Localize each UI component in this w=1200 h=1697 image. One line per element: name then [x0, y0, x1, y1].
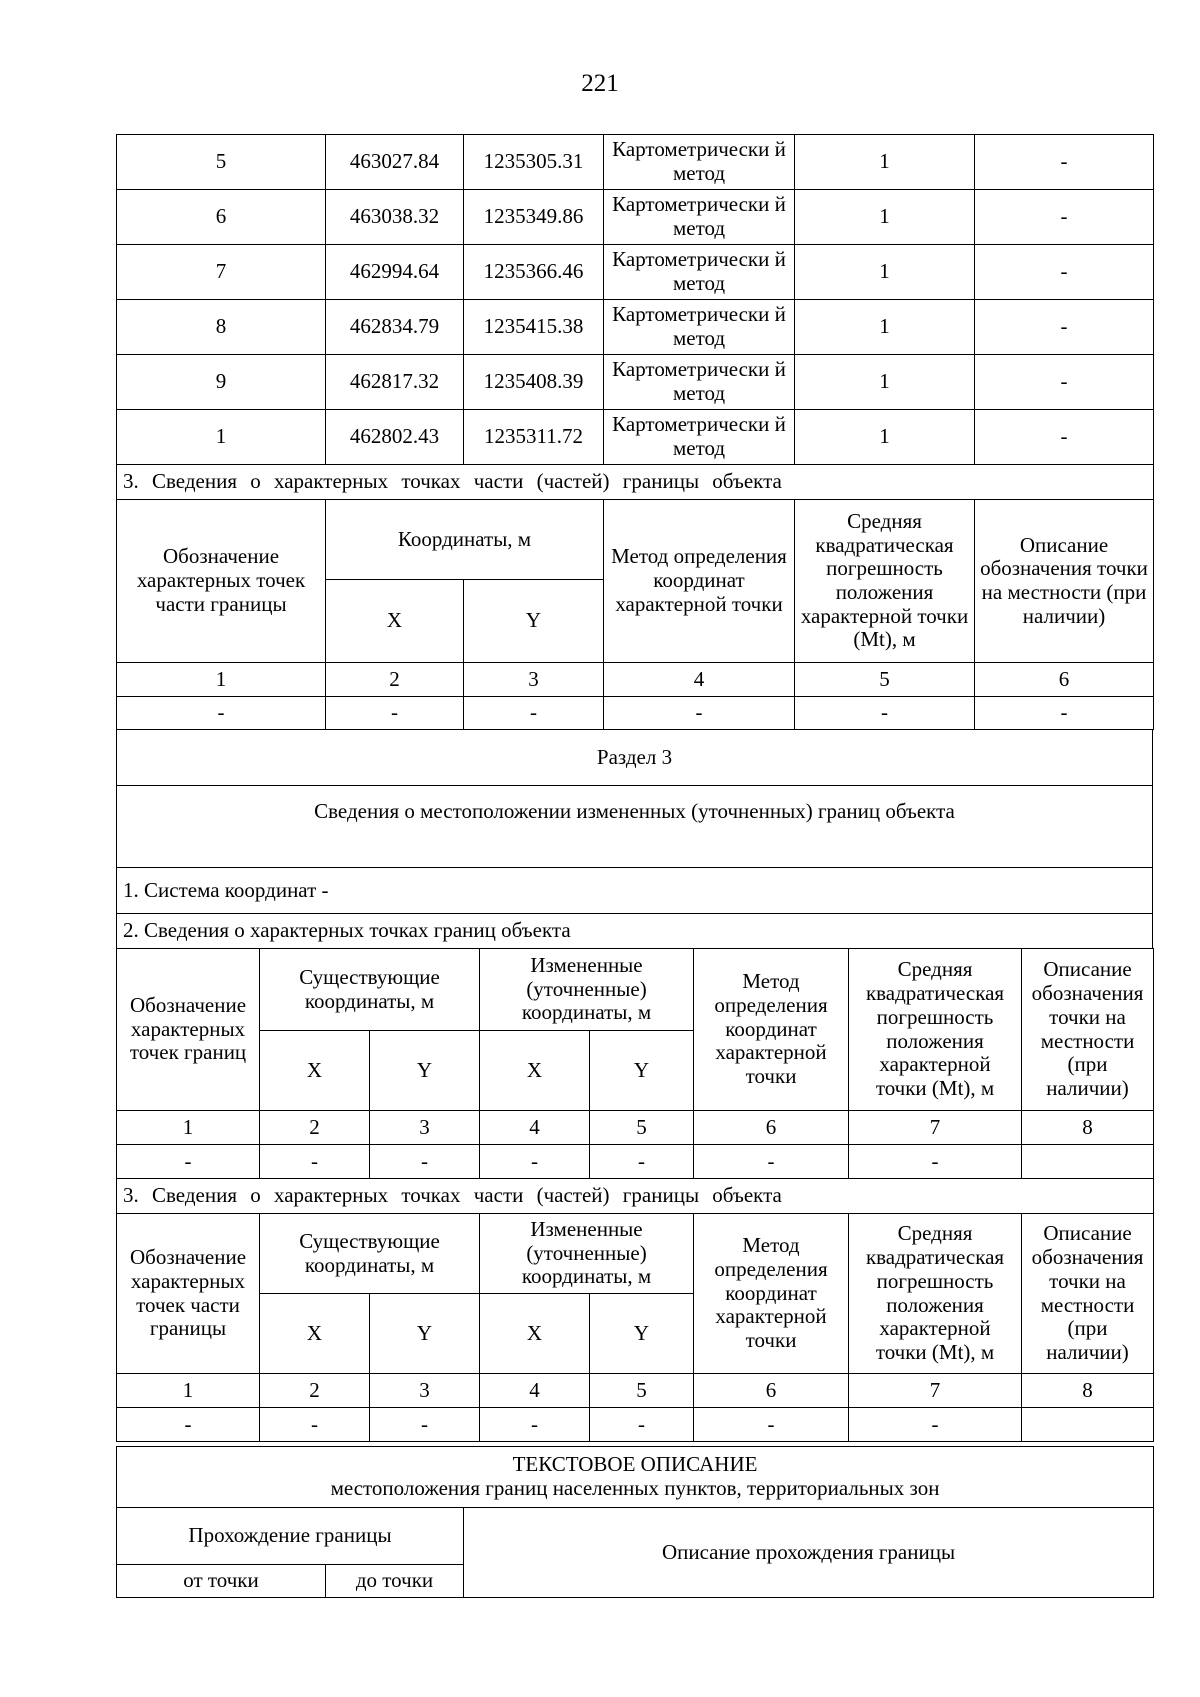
header-designation: Обозначение характерных точек границ: [117, 949, 260, 1111]
header-x: X: [480, 1294, 590, 1374]
cell-n: 6: [117, 190, 326, 245]
cell-y: 1235305.31: [464, 135, 604, 190]
cell-acc: 1: [795, 190, 975, 245]
empty-cell: -: [117, 1145, 260, 1179]
empty-cell: [1022, 1145, 1154, 1179]
cell-method: Картометрически й метод: [604, 190, 795, 245]
text-description-title: ТЕКСТОВОЕ ОПИСАНИЕ: [512, 1452, 758, 1477]
text-description-header: [117, 1447, 1154, 1508]
cell-desc: -: [975, 190, 1154, 245]
cell-method: Картометрически й метод: [604, 300, 795, 355]
cell-desc: -: [975, 135, 1154, 190]
col-number: 4: [604, 663, 795, 697]
cell-acc: 1: [795, 135, 975, 190]
cell-x: 462817.32: [326, 355, 464, 410]
cell-y: 1235366.46: [464, 245, 604, 300]
empty-cell: -: [604, 697, 795, 730]
text-description-subtitle: местоположения границ населенных пунктов, территориальных зон: [330, 1476, 940, 1500]
table-row: [117, 135, 1154, 190]
col-number: 5: [590, 1374, 694, 1408]
col-number: 6: [975, 663, 1154, 697]
col-number: 1: [117, 1374, 260, 1408]
header-existing-coordinates: Существующие координаты, м: [260, 1214, 480, 1294]
table-row: [117, 355, 1154, 410]
header-description: Описание обозначения точки на местности (при наличии): [1022, 1214, 1154, 1374]
col-number: 5: [795, 663, 975, 697]
header-y: Y: [590, 1294, 694, 1374]
section-3-title: 3. Сведения о характерных точках части (частей) границы объекта: [117, 465, 1154, 500]
cell-method: Картометрически й метод: [604, 135, 795, 190]
cell-x: 462834.79: [326, 300, 464, 355]
header-method: Метод определения координат характерной точки: [694, 949, 849, 1111]
cell-desc: -: [975, 410, 1154, 465]
empty-cell: -: [464, 697, 604, 730]
col-number: 6: [694, 1374, 849, 1408]
cell-x: 463038.32: [326, 190, 464, 245]
part-boundary-title: 3. Сведения о характерных точках части (частей) границы объекта: [117, 1179, 1154, 1214]
header-coordinates: Координаты, м: [326, 500, 604, 580]
cell-n: 9: [117, 355, 326, 410]
header-accuracy: Средняя квадратическая погрешность положения характерной точки (Mt), м: [849, 949, 1022, 1111]
header-y: Y: [370, 1031, 480, 1111]
cell-acc: 1: [795, 300, 975, 355]
empty-cell: -: [849, 1408, 1022, 1442]
col-number: 3: [370, 1374, 480, 1408]
header-accuracy: Средняя квадратическая погрешность положения характерной точки (Mt), м: [849, 1214, 1022, 1374]
empty-cell: -: [694, 1145, 849, 1179]
cell-acc: 1: [795, 245, 975, 300]
cell-n: 1: [117, 410, 326, 465]
empty-cell: -: [590, 1408, 694, 1442]
cell-desc: -: [975, 245, 1154, 300]
header-from-point: от точки: [117, 1565, 326, 1598]
empty-cell: -: [480, 1408, 590, 1442]
cell-method: Картометрически й метод: [604, 355, 795, 410]
col-number: 1: [117, 1111, 260, 1145]
cell-acc: 1: [795, 355, 975, 410]
empty-cell: -: [260, 1145, 370, 1179]
page-number: 221: [581, 70, 619, 97]
col-number: 1: [117, 663, 326, 697]
empty-cell: -: [590, 1145, 694, 1179]
empty-cell: -: [370, 1408, 480, 1442]
header-description: Описание обозначения точки на местности (при наличии): [975, 500, 1154, 663]
cell-desc: -: [975, 355, 1154, 410]
empty-cell: -: [480, 1145, 590, 1179]
col-number: 8: [1022, 1374, 1154, 1408]
col-number: 2: [326, 663, 464, 697]
razdel-3-table: [116, 729, 1153, 949]
cell-acc: 1: [795, 410, 975, 465]
col-number: 2: [260, 1374, 370, 1408]
cell-n: 7: [117, 245, 326, 300]
header-x: X: [260, 1294, 370, 1374]
header-changed-coordinates: Измененные (уточненные) координаты, м: [480, 1214, 694, 1294]
col-number: 4: [480, 1374, 590, 1408]
cell-method: Картометрически й метод: [604, 410, 795, 465]
col-number: 6: [694, 1111, 849, 1145]
header-x: X: [480, 1031, 590, 1111]
cell-x: 462994.64: [326, 245, 464, 300]
table-row: [117, 245, 1154, 300]
header-to-point: до точки: [326, 1565, 464, 1598]
header-method: Метод определения координат характерной точки: [694, 1214, 849, 1374]
cell-y: 1235415.38: [464, 300, 604, 355]
cell-n: 5: [117, 135, 326, 190]
empty-cell: -: [849, 1145, 1022, 1179]
col-number: 7: [849, 1374, 1022, 1408]
cell-method: Картометрически й метод: [604, 245, 795, 300]
col-number: 5: [590, 1111, 694, 1145]
header-designation: Обозначение характерных точек части границы: [117, 500, 326, 663]
header-accuracy: Средняя квадратическая погрешность положения характерной точки (Mt), м: [795, 500, 975, 663]
header-passage: Прохождение границы: [117, 1508, 464, 1565]
empty-cell: -: [975, 697, 1154, 730]
col-number: 3: [370, 1111, 480, 1145]
header-existing-coordinates: Существующие координаты, м: [260, 949, 480, 1031]
header-designation: Обозначение характерных точек части границы: [117, 1214, 260, 1374]
cell-x: 463027.84: [326, 135, 464, 190]
empty-cell: -: [795, 697, 975, 730]
empty-cell: -: [117, 697, 326, 730]
col-number: 2: [260, 1111, 370, 1145]
table-row: [117, 190, 1154, 245]
coordinates-table: [116, 134, 1154, 730]
col-number: 3: [464, 663, 604, 697]
col-number: 8: [1022, 1111, 1154, 1145]
header-changed-coordinates: Измененные (уточненные) координаты, м: [480, 949, 694, 1031]
table-row: [117, 410, 1154, 465]
cell-y: 1235408.39: [464, 355, 604, 410]
cell-n: 8: [117, 300, 326, 355]
razdel-subtitle: Сведения о местоположении измененных (уточненных) границ объекта: [117, 786, 1153, 868]
col-number: 7: [849, 1111, 1022, 1145]
empty-cell: -: [117, 1408, 260, 1442]
col-number: 4: [480, 1111, 590, 1145]
header-x: X: [260, 1031, 370, 1111]
text-description-table: [116, 1446, 1154, 1598]
header-y: Y: [464, 580, 604, 663]
cell-x: 462802.43: [326, 410, 464, 465]
changed-boundaries-table: [116, 948, 1154, 1442]
header-passage-description: Описание прохождения границы: [464, 1508, 1154, 1598]
header-method: Метод определения координат характерной точки: [604, 500, 795, 663]
header-x: X: [326, 580, 464, 663]
empty-cell: -: [326, 697, 464, 730]
empty-cell: -: [694, 1408, 849, 1442]
empty-cell: -: [260, 1408, 370, 1442]
coordinate-system: 1. Система координат -: [117, 868, 1153, 914]
points-title: 2. Сведения о характерных точках границ объекта: [117, 914, 1153, 949]
cell-y: 1235311.72: [464, 410, 604, 465]
header-y: Y: [590, 1031, 694, 1111]
header-description: Описание обозначения точки на местности (при наличии): [1022, 949, 1154, 1111]
empty-cell: -: [370, 1145, 480, 1179]
empty-cell: [1022, 1408, 1154, 1442]
razdel-title: Раздел 3: [117, 730, 1153, 786]
cell-desc: -: [975, 300, 1154, 355]
header-y: Y: [370, 1294, 480, 1374]
cell-y: 1235349.86: [464, 190, 604, 245]
table-row: [117, 300, 1154, 355]
